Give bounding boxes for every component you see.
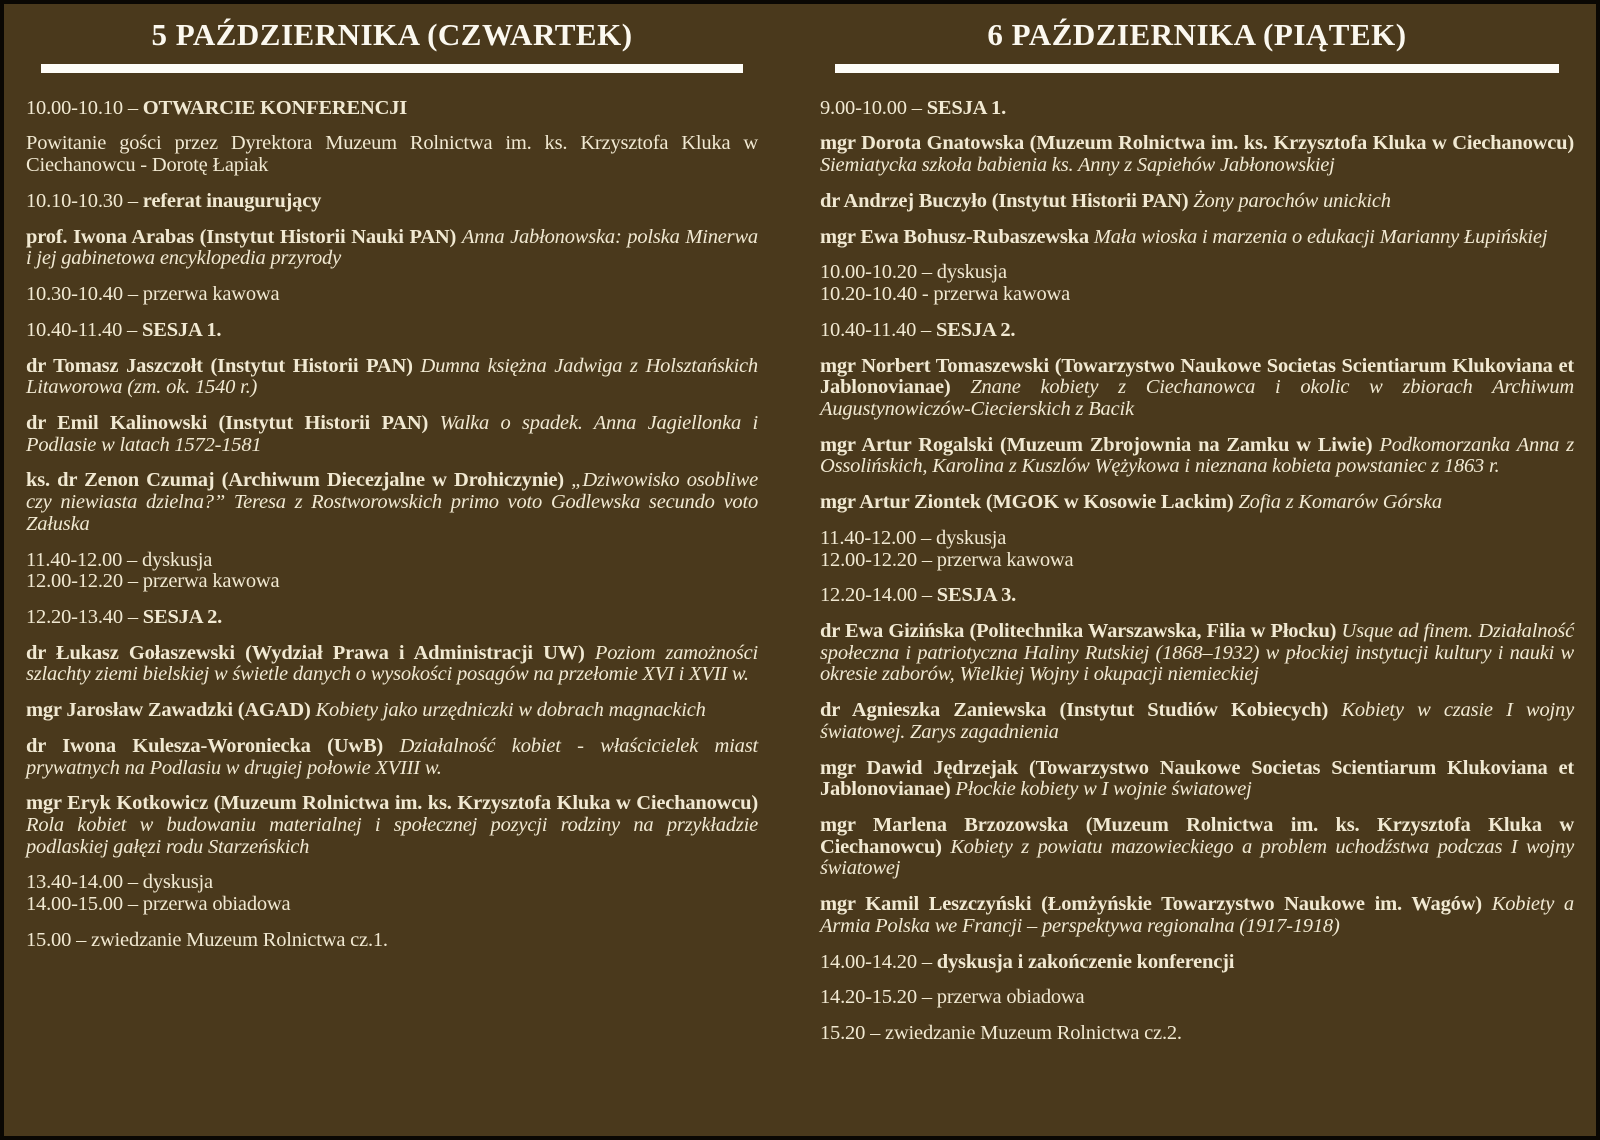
schedule-line: 15.00 – zwiedzanie Muzeum Rolnictwa cz.1. xyxy=(26,928,388,951)
schedule-line: 12.00-12.20 – przerwa kawowa xyxy=(26,570,280,593)
talk-title: Walka o spadek. Anna Jagiellonka i Podlasie w latach 1572-1581 xyxy=(26,411,758,456)
speaker-name: mgr Ewa Bohusz-Rubaszewska xyxy=(820,225,1089,248)
time-range: 11.40-12.00 xyxy=(820,526,917,549)
event-label: SESJA 3. xyxy=(936,584,1017,607)
talk-title: Kobiety a Armia Polska we Francji – perspektywa regionalna (1917-1918) xyxy=(820,893,1574,937)
schedule-entry xyxy=(820,528,1574,571)
day-column-friday xyxy=(800,4,1596,1136)
speaker-name: mgr Artur Rogalski (Muzeum Zbrojownia na Zamku w Liwie) xyxy=(820,433,1373,456)
speaker-name: ks. dr Zenon Czumaj (Archiwum Diecezjalne w Drohiczynie) xyxy=(26,469,564,492)
event-label: przerwa kawowa xyxy=(142,283,280,306)
event-label: SESJA 2. xyxy=(936,318,1016,341)
schedule-line: 9.00-10.00 – SESJA 1. xyxy=(820,96,1007,119)
schedule-line: 12.00-12.20 – przerwa kawowa xyxy=(820,548,1074,571)
schedule-entry xyxy=(820,1023,1574,1045)
event-label: przerwa kawowa xyxy=(142,570,280,593)
schedule-line: 11.40-12.00 – dyskusja xyxy=(820,526,1007,549)
talk-entry xyxy=(820,894,1574,937)
talk-entry xyxy=(820,191,1574,213)
schedule-line: 10.10-10.30 – referat inaugurujący xyxy=(26,189,322,212)
talk-entry xyxy=(26,643,758,686)
time-range: 14.20-15.20 xyxy=(820,986,917,1009)
talk-title: Podkomorzanka Anna z Ossolińskich, Karolina z Kuszlów Wężykowa i nieznana kobieta powstaniec z 1863 r. xyxy=(820,433,1574,478)
event-label: SESJA 1. xyxy=(926,96,1007,119)
time-range: 12.00-12.20 xyxy=(820,548,917,571)
header-rule xyxy=(835,64,1559,73)
talk-title: Płockie kobiety w I wojnie światowej xyxy=(955,778,1252,801)
speaker-name: dr Andrzej Buczyło (Instytut Historii PAN) xyxy=(820,189,1189,212)
talk-title: Żony parochów unickich xyxy=(1193,189,1391,212)
day-title: 6 PAŹDZIERNIKA (PIĄTEK) xyxy=(987,17,1407,52)
schedule-line: 12.20-13.40 – SESJA 2. xyxy=(26,605,223,628)
talk-title: Znane kobiety z Ciechanowca i okolic w zbiorach Archiwum Augustynowiczów-Ciecierskich z Bacik xyxy=(820,376,1574,420)
time-range: 9.00-10.00 xyxy=(820,96,907,119)
event-label: przerwa kawowa xyxy=(933,283,1071,306)
day-title: 5 PAŹDZIERNIKA (CZWARTEK) xyxy=(151,17,633,52)
time-range: 13.40-14.00 xyxy=(26,871,123,894)
schedule-line: 13.40-14.00 – dyskusja xyxy=(26,871,213,894)
talk-entry xyxy=(26,736,758,779)
talk-entry xyxy=(26,227,758,270)
schedule-entry xyxy=(26,930,758,952)
talk-title: Usque ad finem. Działalność społeczna i patriotyczna Haliny Rutskiej (1868–1932) w płockiej instytucji kultury i nauki w okresie zaborów, Wielkiej Wojny i okupacji niemieckiej xyxy=(820,619,1574,686)
day-header-friday xyxy=(820,16,1574,73)
speaker-name: mgr Artur Ziontek (MGOK w Kosowie Lackim) xyxy=(820,491,1234,514)
schedule-entry xyxy=(26,320,758,342)
talk-title: Poziom zamożności szlachty ziemi bielskiej w świetle danych o wysokości posagów na przełomie XVI i XVII w. xyxy=(26,641,758,686)
schedule-entry xyxy=(26,98,758,120)
speaker-name: dr Łukasz Gołaszewski (Wydział Prawa i Administracji UW) xyxy=(26,641,585,664)
schedule-entry xyxy=(820,320,1574,342)
time-range: 10.00-10.10 xyxy=(26,96,123,119)
time-range: 10.10-10.30 xyxy=(26,189,123,212)
header-rule xyxy=(41,64,744,73)
schedule-entry xyxy=(820,585,1574,607)
event-label: zwiedzanie Muzeum Rolnictwa cz.1. xyxy=(91,928,388,951)
speaker-name: mgr Jarosław Zawadzki (AGAD) xyxy=(26,699,311,722)
talk-entry xyxy=(26,356,758,399)
schedule-entry xyxy=(26,191,758,213)
event-label: przerwa obiadowa xyxy=(142,893,291,916)
talk-entry xyxy=(26,470,758,535)
speaker-name: mgr Kamil Leszczyński (Łomżyńskie Towarzystwo Naukowe im. Wagów) xyxy=(820,893,1482,916)
time-range: 14.00-15.00 xyxy=(26,893,123,916)
schedule-line: 14.00-14.20 – dyskusja i zakończenie konferencji xyxy=(820,950,1235,973)
schedule-line: 11.40-12.00 – dyskusja xyxy=(26,548,213,571)
speaker-name: dr Iwona Kulesza-Woroniecka (UwB) xyxy=(26,734,384,757)
talk-title: „Dziwowisko osobliwe czy niewiasta dzielna?” Teresa z Rostworowskich primo voto Godlewska secundo voto Załuska xyxy=(26,469,758,535)
talk-title: Dumna księżna Jadwiga z Holsztańskich Litaworowa (zm. ok. 1540 r.) xyxy=(26,354,758,399)
speaker-name: mgr Eryk Kotkowicz (Muzeum Rolnictwa im. ks. Krzysztofa Kluka w Ciechanowcu) xyxy=(26,792,758,815)
time-range: 15.20 xyxy=(820,1022,866,1045)
schedule-line: 10.20-10.40 - przerwa kawowa xyxy=(820,283,1071,306)
talk-entry xyxy=(820,492,1574,514)
speaker-name: mgr Marlena Brzozowska (Muzeum Rolnictwa im. ks. Krzysztofa Kluka w Ciechanowcu) xyxy=(820,814,1574,858)
speaker-name: mgr Dorota Gnatowska (Muzeum Rolnictwa im. ks. Krzysztofa Kluka w Ciechanowcu) xyxy=(820,132,1574,155)
time-range: 10.40-11.40 xyxy=(26,318,123,341)
speaker-name: dr Emil Kalinowski (Instytut Historii PAN) xyxy=(26,411,429,434)
talk-title: Rola kobiet w budowaniu materialnej i społecznej pozycji rodziny na przykładzie podlaskiej gałęzi rodu Starzeńskich xyxy=(26,814,758,858)
schedule-entry xyxy=(26,607,758,629)
talk-entry xyxy=(820,227,1574,249)
time-range: 10.40-11.40 xyxy=(820,318,917,341)
talk-entry xyxy=(820,815,1574,880)
schedule-entry xyxy=(820,987,1574,1009)
schedule-entry xyxy=(26,284,758,306)
day-schedule-thursday xyxy=(26,98,758,952)
schedule-entry xyxy=(820,952,1574,974)
schedule-line: 10.00-10.20 – dyskusja xyxy=(820,261,1007,284)
speaker-name: mgr Norbert Tomaszewski (Towarzystwo Naukowe Societas Scientiarum Klukoviana et Jablonovianae) xyxy=(820,354,1574,399)
time-range: 14.00-14.20 xyxy=(820,950,917,973)
event-label: OTWARCIE KONFERENCJI xyxy=(142,96,408,119)
schedule-line: 14.20-15.20 – przerwa obiadowa xyxy=(820,986,1085,1009)
talk-entry xyxy=(820,356,1574,421)
conference-program-page xyxy=(4,4,1596,1136)
time-range: 12.20-14.00 xyxy=(820,584,917,607)
talk-entry xyxy=(820,700,1574,743)
event-label: przerwa kawowa xyxy=(936,548,1074,571)
time-range: 10.20-10.40 xyxy=(820,283,917,306)
schedule-entry xyxy=(820,98,1574,120)
talk-title: Kobiety z powiatu mazowieckiego a problem uchodźstwa podczas I wojny światowej xyxy=(820,835,1574,880)
time-range: 15.00 xyxy=(26,928,72,951)
schedule-line: 10.30-10.40 – przerwa kawowa xyxy=(26,283,280,306)
schedule-line: 15.20 – zwiedzanie Muzeum Rolnictwa cz.2. xyxy=(820,1022,1182,1045)
schedule-line: 10.40-11.40 – SESJA 1. xyxy=(26,318,222,341)
speaker-name: mgr Dawid Jędrzejak (Towarzystwo Naukowe Societas Scientiarum Klukoviana et Jablonovianae) xyxy=(820,756,1574,801)
talk-entry xyxy=(820,758,1574,801)
event-label: zwiedzanie Muzeum Rolnictwa cz.2. xyxy=(885,1022,1182,1045)
schedule-entry xyxy=(26,872,758,915)
schedule-line: 10.00-10.10 – OTWARCIE KONFERENCJI xyxy=(26,96,408,119)
event-label: SESJA 2. xyxy=(142,605,223,628)
talk-entry xyxy=(820,621,1574,686)
schedule-line: 10.40-11.40 – SESJA 2. xyxy=(820,318,1016,341)
speaker-name: prof. Iwona Arabas (Instytut Historii Nauki PAN) xyxy=(26,225,457,248)
time-range: 10.30-10.40 xyxy=(26,283,123,306)
talk-title: Działalność kobiet - właścicielek miast prywatnych na Podlasiu w drugiej połowie XVIII w. xyxy=(26,734,758,779)
event-label: referat inaugurujący xyxy=(142,189,322,212)
talk-title: Siemiatycka szkoła babienia ks. Anny z Sapiehów Jabłonowskiej xyxy=(820,154,1335,177)
speaker-name: dr Agnieszka Zaniewska (Instytut Studiów Kobiecych) xyxy=(820,699,1329,722)
event-label: dyskusja xyxy=(936,261,1007,284)
time-range: 12.00-12.20 xyxy=(26,570,123,593)
talk-title: Anna Jabłonowska: polska Minerwa i jej gabinetowa encyklopedia przyrody xyxy=(26,225,758,270)
talk-title: Mała wioska i marzenia o edukacji Marianny Łupińskiej xyxy=(1093,225,1548,248)
event-label: przerwa obiadowa xyxy=(936,986,1085,1009)
event-label: dyskusja xyxy=(142,548,213,571)
speaker-name: dr Tomasz Jaszczołt (Instytut Historii PAN) xyxy=(26,354,413,377)
day-column-thursday xyxy=(4,4,800,1136)
talk-entry xyxy=(820,133,1574,176)
talk-entry xyxy=(26,700,758,722)
event-label: SESJA 1. xyxy=(142,318,222,341)
time-range: 12.20-13.40 xyxy=(26,605,123,628)
talk-entry xyxy=(820,435,1574,478)
schedule-entry xyxy=(820,262,1574,305)
talk-title: Kobiety jako urzędniczki w dobrach magnackich xyxy=(315,699,706,722)
day-schedule-friday xyxy=(820,98,1574,1045)
speaker-name: dr Ewa Gizińska (Politechnika Warszawska, Filia w Płocku) xyxy=(820,619,1337,642)
schedule-line: 14.00-15.00 – przerwa obiadowa xyxy=(26,893,291,916)
talk-title: Kobiety w czasie I wojny światowej. Zarys zagadnienia xyxy=(820,699,1574,743)
talk-entry xyxy=(26,793,758,858)
text-paragraph: Powitanie gości przez Dyrektora Muzeum Rolnictwa im. ks. Krzysztofa Kluka w Ciechanowcu - Dorotę Łapiak xyxy=(26,132,758,177)
event-label: dyskusja xyxy=(142,871,213,894)
event-label: dyskusja xyxy=(936,526,1007,549)
time-range: 11.40-12.00 xyxy=(26,548,123,571)
talk-entry xyxy=(26,413,758,456)
talk-title: Zofia z Komarów Górska xyxy=(1238,491,1442,514)
schedule-entry xyxy=(26,550,758,593)
schedule-line: 12.20-14.00 – SESJA 3. xyxy=(820,584,1017,607)
event-label: dyskusja i zakończenie konferencji xyxy=(936,950,1235,973)
time-range: 10.00-10.20 xyxy=(820,261,917,284)
day-header-thursday xyxy=(26,16,758,73)
